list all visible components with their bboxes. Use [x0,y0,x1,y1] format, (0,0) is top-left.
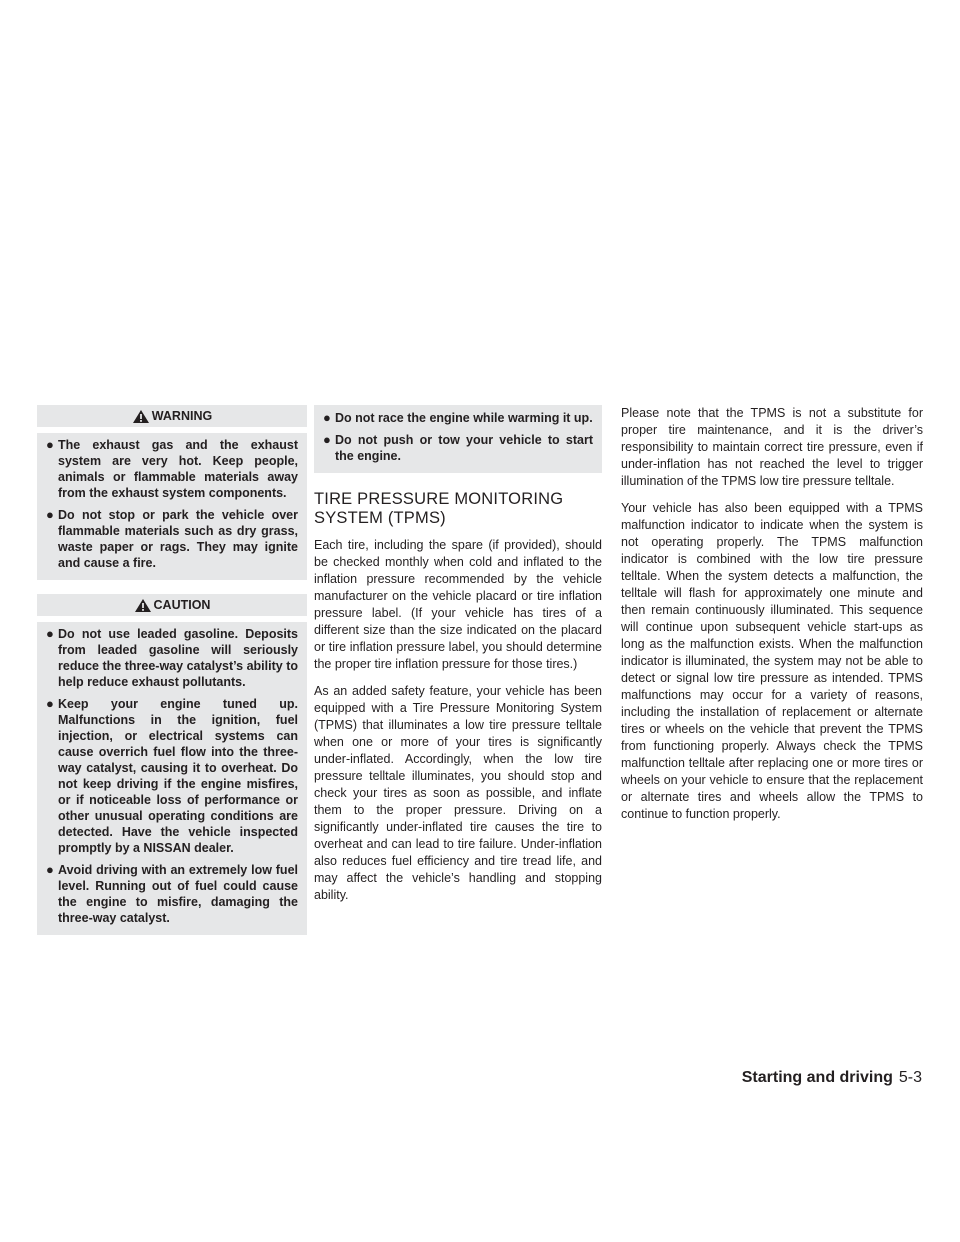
bullet-icon: ● [323,410,331,425]
bullet-icon: ● [46,437,54,452]
tpms-paragraph: Your vehicle has also been equipped with a TPMS malfunction indicator to indicate when the system is not operating properly. The TPMS malfunction indicator is combined with the low tire pressure telltale. When the system detects a malfunction, the telltale will flash for approximately one minute and then remain continuously illuminated. This sequence will continue upon subsequent vehicle start-ups as long as the malfunction exists. When the malfunction indicator is illuminated, the system may not be able to detect or signal low tire pressure as intended. TPMS malfunctions may occur for a variety of reasons, including the installation of replacement or alternate tires or wheels on the vehicle that prevent the TPMS from functioning properly. Always check the TPMS malfunction telltale after replacing one or more tires or wheels on your vehicle to ensure that the replacement or alternate tires and wheels allow the TPMS to continue to function properly. [621,501,923,821]
warning-triangle-icon [132,409,150,424]
tpms-paragraph: Please note that the TPMS is not a substitute for proper tire maintenance, and it is the driver’s responsibility to maintain correct tire pressure, even if under-inflation has not reached the level to trigger illumination of the TPMS low tire pressure telltale. [621,406,923,488]
tpms-paragraph: Each tire, including the spare (if provided), should be checked monthly when cold and inflated to the inflation pressure recommended by the vehicle manufacturer on the vehicle placard or tire inflation pressure label. (If your vehicle has tires of a different size than the size indicated on the placard or tire inflation pressure label, you should determine the proper tire inflation pressure for those tires.) [314,538,602,671]
caution-item: ● Do not race the engine while warming it up. [323,410,593,425]
warning-item: ● The exhaust gas and the exhaust system are very hot. Keep people, animals or flammable materials away from the exhaust system components. [46,437,298,500]
right-column [621,405,923,823]
caution-header [37,594,307,616]
caution-item: ● Do not push or tow your vehicle to start the engine. [323,432,593,463]
warning-triangle-icon [134,598,152,613]
warning-box [37,433,307,580]
caution-item: ● Keep your engine tuned up. Malfunctions in the ignition, fuel injection, or electrical systems can cause overrich fuel flow into the three-way catalyst, causing it to overheat. Do not keep driving if the engine misfires, or if noticeable loss of performance or other unusual operating conditions are detected. Have the vehicle inspected promptly by a NISSAN dealer. [46,696,298,855]
tpms-paragraph: As an added safety feature, your vehicle has been equipped with a Tire Pressure Monitoring System (TPMS) that illuminates a low tire pressure telltale when one or more of your tires is significantly under-inflated. Accordingly, when the low tire pressure telltale illuminates, you should stop and check your tires as soon as possible, and inflate them to the proper pressure. Driving on a significantly under-inflated tire causes the tire to overheat and can lead to tire failure. Under-inflation also reduces fuel efficiency and tire tread life, and may affect the vehicle’s handling and stopping ability. [314,684,602,902]
warning-header [37,405,307,427]
caution-item: ● Avoid driving with an extremely low fuel level. Running out of fuel could cause the engine to misfire, damaging the three-way catalyst. [46,862,298,925]
bullet-icon: ● [323,432,331,447]
caution-item: ● Do not use leaded gasoline. Deposits from leaded gasoline will seriously reduce the three-way catalyst’s ability to help reduce exhaust pollutants. [46,626,298,689]
caution-title: CAUTION [153,598,211,612]
tpms-heading: TIRE PRESSURE MONITORING SYSTEM (TPMS) [314,490,564,527]
footer-section-title: Starting and driving [741,1069,893,1086]
caution-box [37,622,307,935]
bullet-icon: ● [46,626,54,641]
warning-title: WARNING [151,409,213,423]
middle-column [314,405,602,904]
left-column [37,405,307,935]
page-number: 5-3 [898,1069,922,1086]
bullet-icon: ● [46,507,54,522]
warning-item: ● Do not stop or park the vehicle over flammable materials such as dry grass, waste paper or rags. They may ignite and cause a fire. [46,507,298,570]
bullet-icon: ● [46,696,54,711]
page-footer [742,1069,922,1087]
caution-box-continued [314,405,602,473]
bullet-icon: ● [46,862,54,877]
